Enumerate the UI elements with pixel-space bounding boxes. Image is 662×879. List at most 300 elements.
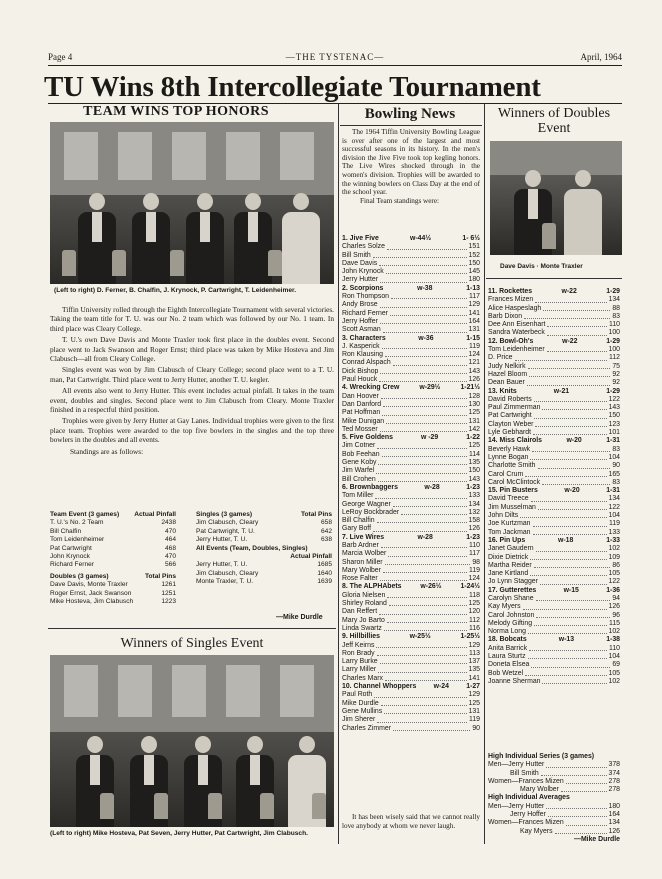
team-wins: w-26½	[420, 583, 442, 591]
player-row	[342, 559, 480, 567]
player-row	[342, 550, 480, 558]
player-average: 119	[469, 342, 480, 350]
standing-score: 658	[320, 519, 332, 527]
player-average: 141	[468, 674, 480, 682]
player-name: Dixie Dietrick	[488, 553, 529, 561]
player-average: 116	[469, 624, 480, 632]
player-average: 112	[609, 354, 620, 362]
article-paragraph: Tiffin University rolled through the Eighth Intercollegiate Tournament with several victories. Taking the team title for T. U. was our No. 2 team which was followed by our No. 1 team. In third place was Cleary College.	[50, 305, 334, 333]
article-paragraph: T. U.'s own Dave Davis and Monte Traxler took first place in the doubles event. Second place went to Jack Swanson and Roger Ernst; third place was taken by Mike Hosteva and Jim Clabusch—all from Cleary College.	[50, 335, 334, 364]
player-average: 134	[608, 296, 620, 304]
player-name: Tom Jackman	[488, 528, 531, 536]
record-score: 180	[608, 802, 620, 810]
section-rule	[48, 628, 336, 629]
player-average: 143	[608, 404, 620, 412]
player-name: Anita Barrick	[488, 644, 528, 652]
dot-leader	[385, 351, 467, 357]
bowling-signature: —Mike Durdle	[574, 835, 620, 843]
player-row	[342, 293, 480, 301]
player-row	[342, 501, 480, 509]
player-average: 124	[468, 351, 480, 359]
player-row	[342, 575, 480, 583]
player-name: Dave Davis	[342, 259, 378, 267]
player-average: 110	[609, 321, 620, 329]
dot-leader	[378, 476, 467, 482]
player-average: 125	[468, 442, 480, 450]
player-average: 112	[469, 616, 480, 624]
player-row	[488, 661, 620, 669]
player-row	[342, 442, 480, 450]
team-name: 12. Bowl-Oh's	[488, 337, 534, 345]
standing-score: 1639	[317, 578, 332, 586]
team-wins: w-38	[417, 284, 433, 292]
player-name: Gary Boff	[342, 525, 371, 533]
player-row	[488, 578, 620, 586]
dot-leader	[376, 467, 466, 473]
masthead: —THE TYSTENAC—	[285, 52, 385, 62]
team-header	[342, 583, 480, 591]
header-rule	[48, 65, 622, 66]
standing-name: Bill Chalfin	[50, 527, 82, 535]
singles-label: Singles (3 games)	[196, 511, 253, 518]
player-name: Carol Crum	[488, 470, 524, 478]
player-name: Sharon Miller	[342, 558, 383, 566]
dot-leader	[536, 545, 607, 551]
bowling-outro	[342, 813, 480, 830]
player-average: 119	[609, 520, 620, 528]
player-average: 83	[612, 478, 620, 486]
high-scores	[488, 753, 620, 844]
standing-score: 638	[320, 536, 332, 544]
player-row	[342, 310, 480, 318]
record-name: Mary Wolber	[520, 786, 559, 794]
dot-leader	[373, 525, 467, 531]
dot-leader	[384, 708, 466, 714]
dot-leader	[380, 658, 467, 664]
player-name: Kay Myers	[488, 603, 521, 611]
dot-leader	[530, 570, 606, 576]
player-average: 143	[468, 475, 480, 483]
team-header	[488, 537, 620, 545]
player-average: 152	[468, 251, 480, 259]
player-name: Scott Asman	[342, 326, 381, 334]
player-name: Hazel Bloom	[488, 370, 528, 378]
player-average: 88	[612, 304, 620, 312]
team-losses: 1-13	[466, 284, 480, 292]
player-row	[488, 354, 620, 362]
player-row	[342, 426, 480, 434]
player-row	[342, 359, 480, 367]
team-name: 5. Five Goldens	[342, 434, 393, 442]
player-row	[488, 562, 620, 570]
doubles-photo	[490, 141, 622, 255]
player-average: 133	[608, 528, 620, 536]
player-average: 113	[469, 649, 480, 657]
player-average: 92	[612, 379, 620, 387]
player-name: Jim Musselman	[488, 503, 536, 511]
player-average: 142	[468, 425, 480, 433]
singles-col: Total Pins	[300, 511, 332, 518]
dot-leader	[389, 600, 467, 606]
player-row	[488, 512, 620, 520]
dot-leader	[384, 625, 467, 631]
player-name: Charles Marx	[342, 674, 383, 682]
player-name: Judy Nelkirk	[488, 362, 526, 370]
player-row	[342, 525, 480, 533]
team-losses: 1- 6½	[462, 235, 480, 242]
team-losses: 1-15	[466, 334, 480, 342]
dot-leader	[529, 371, 610, 377]
player-row	[488, 313, 620, 321]
player-average: 104	[608, 653, 620, 661]
standing-score: 1261	[161, 581, 176, 589]
player-row	[342, 252, 480, 260]
dot-leader	[387, 243, 467, 249]
team-wins: w-28	[417, 533, 433, 541]
standing-score: 566	[164, 561, 176, 569]
dot-leader	[543, 305, 610, 311]
player-row	[342, 318, 480, 326]
player-name: Sandra Waterbeck	[488, 329, 545, 337]
player-row	[342, 708, 480, 716]
team-wins: w-22	[562, 337, 578, 345]
player-name: George Wagner	[342, 500, 391, 508]
player-name: Dick Bishop	[342, 367, 379, 375]
player-average: 143	[468, 367, 480, 375]
player-row	[342, 617, 480, 625]
player-name: J. Kasperick	[342, 342, 380, 350]
player-name: Bill Chalfin	[342, 517, 375, 525]
player-name: LeRoy Bockbrader	[342, 508, 400, 516]
player-row	[342, 451, 480, 459]
player-name: Carol McClintock	[488, 478, 541, 486]
player-row	[488, 421, 620, 429]
player-name: D. Price	[488, 354, 513, 362]
team-wins: w-20	[566, 437, 582, 445]
player-row	[342, 625, 480, 633]
team-header	[342, 484, 480, 492]
dot-leader	[547, 329, 607, 335]
player-row	[342, 476, 480, 484]
player-row	[488, 305, 620, 313]
player-row	[488, 363, 620, 371]
player-name: Ted Mosser	[342, 425, 378, 433]
dot-leader	[376, 642, 466, 648]
team-name: 15. Pin Busters	[488, 487, 538, 495]
dot-leader	[380, 368, 466, 374]
player-row	[488, 396, 620, 404]
player-average: 75	[612, 362, 620, 370]
player-name: Bob Wetzel	[488, 669, 524, 677]
dot-leader	[387, 617, 467, 623]
team-name: 9. Hillbillies	[342, 633, 380, 641]
player-row	[488, 645, 620, 653]
player-name: Gene Mullins	[342, 707, 383, 715]
player-name: Gene Koby	[342, 459, 377, 467]
dot-leader	[524, 313, 610, 319]
player-row	[342, 276, 480, 284]
dot-leader	[380, 301, 467, 307]
record-score: 164	[608, 811, 620, 819]
singles-photo-caption: (Left to right) Mike Hosteva, Pat Seven, Jerry Hutter, Pat Cartwright, Jim Clabusch.	[50, 830, 308, 837]
team-name: 8. The ALPHAbets	[342, 583, 402, 591]
doubles-title: Winners of Doubles Event	[497, 106, 611, 136]
player-average: 120	[468, 608, 480, 616]
player-average: 101	[608, 429, 620, 437]
record-score: 378	[608, 761, 620, 769]
dot-leader	[380, 276, 467, 282]
player-name: Jerry Hutter	[342, 276, 378, 284]
player-name: Beverly Hawk	[488, 445, 531, 453]
team-event-label: Team Event (3 games)	[50, 511, 120, 518]
player-name: Melody Gifting	[488, 619, 533, 627]
dot-leader	[383, 326, 467, 332]
dot-leader	[534, 412, 607, 418]
player-average: 137	[468, 658, 480, 666]
player-average: 114	[469, 450, 480, 458]
player-average: 145	[468, 268, 480, 276]
player-average: 165	[608, 470, 620, 478]
team-name: 2. Scorpions	[342, 284, 384, 292]
dot-leader	[377, 442, 466, 448]
dot-leader	[542, 404, 606, 410]
player-row	[342, 675, 480, 683]
team-name: 10. Channel Whoppers	[342, 683, 417, 691]
player-row	[488, 479, 620, 487]
player-row	[342, 326, 480, 334]
player-average: 125	[468, 409, 480, 417]
standing-name: Tom Leidenheimer	[50, 536, 105, 544]
dot-leader	[515, 354, 607, 360]
doubles-col: Total Pins	[144, 572, 176, 580]
player-row	[342, 592, 480, 600]
standing-name: Jim Clabusch, Cleary	[196, 519, 259, 527]
page-number: Page 4	[48, 52, 73, 62]
player-row	[342, 376, 480, 384]
dot-leader	[380, 318, 467, 324]
team-name: 7. Live Wires	[342, 533, 385, 541]
player-name: Tom Leidenheimer	[488, 346, 545, 354]
player-name: Barb Ardner	[342, 541, 379, 549]
standing-name: Roger Ernst, Jack Swanson	[50, 589, 132, 597]
team-losses: 1-29	[606, 387, 620, 395]
record-name: Men—Jerry Hutter	[488, 802, 545, 810]
player-name: Conrad Alspach	[342, 359, 391, 367]
player-name: Dan Hoover	[342, 392, 379, 400]
standing-score: 642	[320, 527, 332, 535]
dot-leader	[528, 628, 607, 634]
player-average: 94	[612, 594, 620, 602]
player-row	[488, 495, 620, 503]
player-average: 115	[609, 619, 620, 627]
all-events-label: All Events (Team, Doubles, Singles)	[196, 544, 308, 552]
doubles-photo-caption: Dave Davis · Monte Traxler	[500, 263, 583, 270]
dot-leader	[379, 608, 466, 614]
player-average: 118	[469, 591, 480, 599]
team-wins: w-13	[558, 636, 575, 644]
dot-leader	[523, 603, 607, 609]
player-name: Shirley Roland	[342, 600, 387, 608]
player-row	[342, 642, 480, 650]
player-name: Rose Falter	[342, 575, 378, 583]
standing-name: Dave Davis, Monte Traxler	[50, 581, 128, 589]
team-wins: w-29½	[419, 384, 441, 392]
team-losses: 1-25½	[460, 633, 480, 641]
player-name: Dan Reffert	[342, 608, 378, 616]
team-losses: 1-29	[606, 337, 620, 345]
dot-leader	[525, 670, 606, 676]
bowling-intro	[342, 128, 480, 205]
player-name: Pat Cartwright	[488, 412, 532, 420]
dot-leader	[380, 426, 467, 432]
team-name: 14. Miss Clairols	[488, 437, 543, 445]
team-losses: 1-31	[606, 487, 620, 495]
player-average: 131	[468, 326, 480, 334]
player-name: Marcia Wolber	[342, 550, 387, 558]
team-name: 3. Characters	[342, 334, 386, 342]
team-losses: 1-29	[606, 288, 620, 295]
team-losses: 1-23	[466, 533, 480, 541]
player-name: Joanne Sherman	[488, 677, 541, 685]
player-average: 133	[468, 492, 480, 500]
dot-leader	[393, 725, 470, 731]
player-name: Doneta Elsea	[488, 661, 530, 669]
team-name: 18. Bobcats	[488, 636, 527, 644]
player-average: 126	[468, 525, 480, 533]
team-name: 4. Wrecking Crew	[342, 384, 400, 392]
team-name: 13. Knits	[488, 387, 517, 395]
player-average: 158	[468, 517, 480, 525]
article-paragraph: Singles event was won by Jim Clabusch of Cleary College; second place went to a T. U. man, Pat Cartwright. Third place went to Jerry Hutter, another T. U. kegler.	[50, 365, 334, 384]
standing-score: 470	[164, 553, 176, 561]
player-name: Tom Miller	[342, 492, 374, 500]
team-header	[342, 235, 480, 243]
player-row	[488, 520, 620, 528]
player-row	[488, 620, 620, 628]
player-row	[488, 429, 620, 437]
player-average: 141	[468, 309, 480, 317]
dot-leader	[378, 459, 466, 465]
player-average: 135	[468, 666, 480, 674]
player-row	[342, 608, 480, 616]
player-average: 121	[468, 359, 480, 367]
player-average: 122	[608, 578, 620, 586]
player-row	[342, 467, 480, 475]
dot-leader	[381, 393, 467, 399]
player-name: Paul Zimmerman	[488, 404, 541, 412]
player-row	[342, 658, 480, 666]
player-average: 125	[468, 699, 480, 707]
headline: TU Wins 8th Intercollegiate Tournament	[44, 71, 541, 103]
team-wins: w-18	[558, 536, 574, 544]
dot-leader	[525, 471, 606, 477]
dot-leader	[381, 700, 467, 706]
player-row	[342, 351, 480, 359]
player-row	[342, 343, 480, 351]
player-row	[342, 401, 480, 409]
player-name: Charlotte Smith	[488, 462, 536, 470]
player-row	[488, 628, 620, 636]
bowling-outro-text: It has been wisely said that we cannot really love anybody at whom we never laugh.	[342, 813, 480, 830]
player-name: Paul Houck	[342, 376, 378, 384]
player-average: 83	[612, 445, 620, 453]
standing-score: 1640	[317, 569, 332, 577]
player-average: 124	[468, 575, 480, 583]
player-average: 125	[468, 600, 480, 608]
standing-name: Monte Traxler, T. U.	[196, 578, 254, 586]
team-losses: 1-38	[606, 636, 620, 644]
team-header	[488, 338, 620, 346]
player-average: 130	[468, 400, 480, 408]
team-header	[342, 633, 480, 641]
dot-leader	[382, 343, 467, 349]
dot-leader	[533, 529, 607, 535]
team-name: 1. Jive Five	[342, 235, 379, 242]
player-name: Bill Smith	[342, 251, 371, 259]
player-name: Frances Mizen	[488, 296, 534, 304]
player-row	[488, 296, 620, 304]
standing-name: Jerry Hutter, T. U.	[196, 561, 248, 569]
player-row	[342, 542, 480, 550]
player-row	[488, 545, 620, 553]
player-name: Jim Sherer	[342, 716, 376, 724]
series-label: High Individual Series (3 games)	[488, 753, 595, 760]
team-name: 11. Rockettes	[488, 288, 533, 295]
player-name: John Dilts	[488, 512, 519, 520]
player-average: 126	[468, 376, 480, 384]
player-name: Joe Kurtzman	[488, 520, 531, 528]
dot-leader	[530, 454, 606, 460]
player-row	[488, 554, 620, 562]
player-average: 150	[468, 467, 480, 475]
player-row	[342, 301, 480, 309]
record-name: Jerry Hoffer	[510, 811, 546, 819]
player-row	[488, 446, 620, 454]
player-row	[342, 517, 480, 525]
team-header	[488, 636, 620, 644]
doubles-label: Doubles (3 games)	[50, 572, 109, 580]
player-row	[488, 404, 620, 412]
dot-leader	[540, 578, 607, 584]
dot-leader	[538, 504, 607, 510]
dot-leader	[401, 509, 466, 515]
record-name: Kay Myers	[520, 827, 553, 835]
player-row	[342, 260, 480, 268]
player-name: Dean Bauer	[488, 379, 525, 387]
player-row	[488, 454, 620, 462]
record-name: Women—Frances Mizen	[488, 777, 564, 785]
player-name: Lyle Gebhardt	[488, 429, 532, 437]
player-average: 123	[608, 420, 620, 428]
player-name: Bob Feehan	[342, 450, 380, 458]
team-losses: 1-21½	[460, 384, 480, 392]
dot-leader	[520, 512, 606, 518]
player-average: 117	[469, 550, 480, 558]
player-name: David Treece	[488, 495, 529, 503]
dot-leader	[379, 376, 466, 382]
player-row	[488, 595, 620, 603]
player-row	[342, 492, 480, 500]
player-row	[488, 471, 620, 479]
dot-leader	[377, 716, 467, 722]
player-average: 164	[468, 317, 480, 325]
player-name: Clayton Weber	[488, 420, 534, 428]
team-losses: 1-22	[466, 434, 480, 442]
dot-leader	[391, 293, 467, 299]
team-wins: w-25½	[409, 633, 431, 641]
player-name: Dan Danford	[342, 400, 382, 408]
player-name: Carol Johnston	[488, 611, 535, 619]
